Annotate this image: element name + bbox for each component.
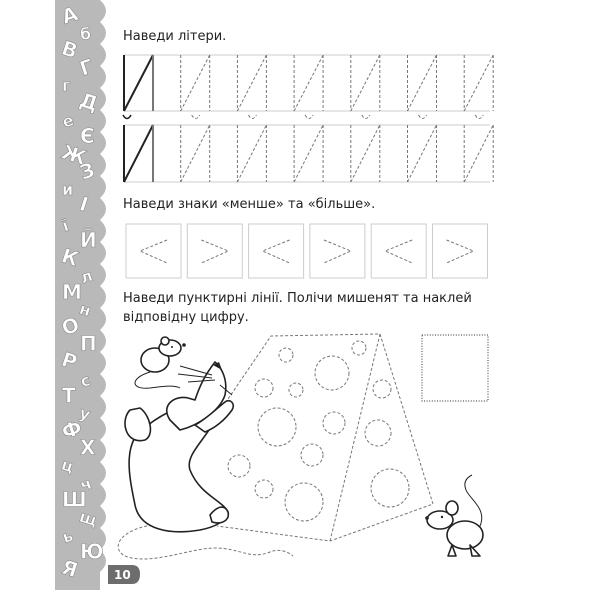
mouse-illustration-small <box>135 337 186 388</box>
letter-trace-cell[interactable] <box>181 55 210 111</box>
letter-trace-cell[interactable] <box>408 55 437 111</box>
strip-letter: б <box>80 24 92 44</box>
cheese-hole-dotted <box>258 408 296 446</box>
strip-letter: М <box>62 279 82 304</box>
cheese-hole-dotted <box>289 383 303 397</box>
cheese-hole-dotted <box>255 379 273 397</box>
cheese-hole-dotted <box>285 483 323 521</box>
strip-letter: щ <box>76 506 100 531</box>
sign-tracing-boxes <box>126 224 488 278</box>
greater-than-sign-box[interactable] <box>310 224 365 278</box>
cheese-hole-dotted <box>352 341 366 355</box>
alphabet-strip <box>55 0 106 590</box>
strip-letter: В <box>58 35 81 64</box>
strip-letter: г <box>62 76 71 96</box>
letter-tracing-rows <box>123 55 493 182</box>
letter-trace-cell[interactable] <box>351 55 380 111</box>
strip-letter: Ж <box>58 139 90 170</box>
strip-letter: Д <box>76 87 102 116</box>
cheese-hole-dotted <box>279 348 293 362</box>
breve-mark <box>192 115 200 119</box>
strip-letter: Я <box>58 554 81 583</box>
greater-than-sign-box[interactable] <box>433 224 488 278</box>
strip-letter: Г <box>76 54 97 81</box>
breve-mark <box>123 115 131 119</box>
strip-letter: Ф <box>58 415 85 445</box>
cheese-hole-dotted <box>373 380 391 398</box>
strip-letter: Р <box>58 347 81 375</box>
strip-letter: І <box>76 191 92 217</box>
strip-letter: З <box>76 157 98 185</box>
strip-letter: Ш <box>62 487 87 512</box>
cheese-hole-dotted <box>365 420 391 446</box>
cheese-hole-dotted <box>228 455 250 477</box>
strip-letter: ь <box>59 525 76 547</box>
less-than-sign-box[interactable] <box>126 224 181 278</box>
letter-trace-cell[interactable] <box>464 55 493 111</box>
sticker-answer-square[interactable] <box>422 335 488 401</box>
letter-trace-cell[interactable] <box>294 55 323 111</box>
strip-letter: с <box>77 370 93 392</box>
strip-letter: К <box>58 243 82 272</box>
strip-letter: ї <box>59 215 72 236</box>
cheese-hole-dotted <box>371 469 409 507</box>
cheese-hole-dotted <box>255 480 273 498</box>
strip-letter: е <box>59 110 77 132</box>
less-than-sign-box[interactable] <box>249 224 304 278</box>
strip-letter: н <box>76 299 94 321</box>
breve-mark <box>475 115 483 119</box>
page-number-badge <box>108 565 140 584</box>
mouse-illustration-right <box>425 475 483 556</box>
strip-letter: и <box>62 180 74 199</box>
breve-mark <box>305 115 313 119</box>
cheese-hole-dotted <box>323 412 345 434</box>
strip-letter: Ю <box>80 539 104 564</box>
letter-trace-cell[interactable] <box>237 55 266 111</box>
cheese-hole-dotted <box>315 356 349 390</box>
cheese-hole-dotted <box>301 444 323 466</box>
strip-letter: Х <box>80 435 96 460</box>
strip-letter: ч <box>77 473 95 496</box>
breve-mark <box>419 115 427 119</box>
strip-letter: л <box>77 265 95 288</box>
strip-letter: А <box>58 1 81 29</box>
task-title-trace-lines-line1: Наведи пунктирні лінії. Полічи мишенят та наклей <box>123 291 472 306</box>
strip-letter: Є <box>80 124 95 149</box>
strip-letter: П <box>80 331 97 356</box>
task-title-trace-lines-line2: відповідну цифру. <box>123 310 249 325</box>
strip-letter: у <box>76 402 93 425</box>
task-title-trace-letters: Наведи літери. <box>123 29 227 44</box>
greater-than-sign-box[interactable] <box>187 224 242 278</box>
strip-letter: ц <box>58 454 77 477</box>
strip-letter: О <box>58 312 83 341</box>
task-title-trace-signs: Наведи знаки «менше» та «більше». <box>123 197 376 212</box>
less-than-sign-box[interactable] <box>371 224 426 278</box>
page-number: 10 <box>114 568 131 582</box>
breve-mark <box>362 115 370 119</box>
breve-mark <box>248 115 256 119</box>
strip-letter: Т <box>62 383 76 408</box>
letter-sample <box>124 55 153 111</box>
strip-letter: Й <box>80 227 97 252</box>
